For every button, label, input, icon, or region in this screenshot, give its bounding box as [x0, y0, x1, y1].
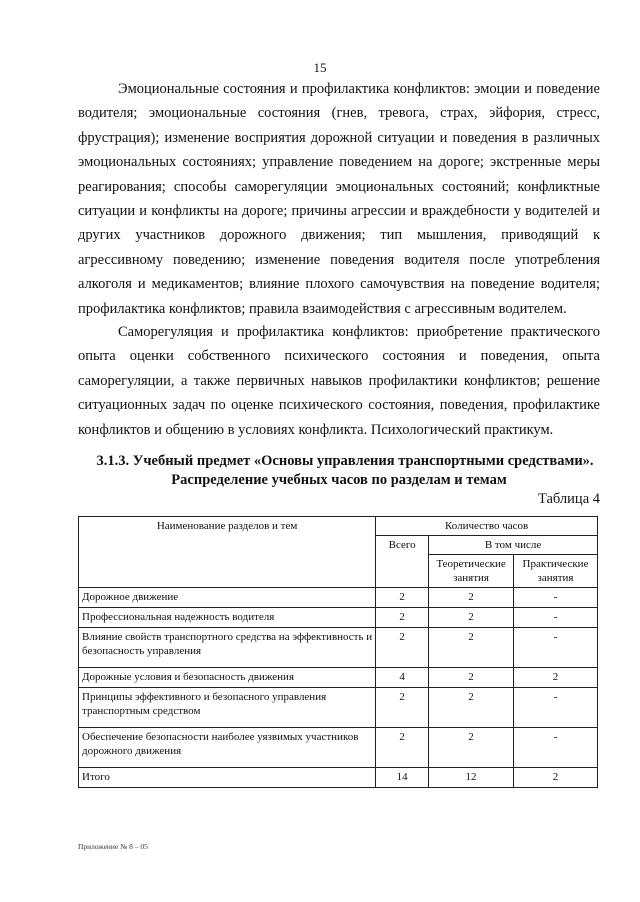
row-theory-cell: 12 [429, 768, 514, 788]
row-practice-cell: - [514, 688, 598, 728]
row-total-cell: 14 [376, 768, 429, 788]
row-theory-cell: 2 [429, 608, 514, 628]
table-body [79, 588, 598, 788]
row-practice-cell: 2 [514, 768, 598, 788]
header-theory: Теоретические занятия [429, 555, 514, 588]
row-name-cell: Профессиональная надежность водителя [79, 608, 376, 628]
header-name: Наименование разделов и тем [79, 517, 376, 588]
row-theory-cell: 2 [429, 728, 514, 768]
row-name-cell: Обеспечение безопасности наиболее уязвимых участников дорожного движения [79, 728, 376, 768]
row-practice-cell: - [514, 608, 598, 628]
row-theory-cell: 2 [429, 628, 514, 668]
row-name-cell: Дорожное движение [79, 588, 376, 608]
row-total-cell: 2 [376, 688, 429, 728]
table-row [79, 768, 598, 788]
table-row [79, 588, 598, 608]
row-total-cell: 2 [376, 608, 429, 628]
header-including: В том числе [429, 536, 598, 555]
page-number: 15 [313, 60, 327, 75]
row-total-cell: 4 [376, 668, 429, 688]
row-total-cell: 2 [376, 728, 429, 768]
paragraph-self-regulation: Саморегуляция и профилактика конфликтов: приобретение практического опыта оценки собственного психического состояния и поведения, опыта саморегуляции, а также первичных навыков профилактики конфликтов; решение ситуационных задач по оценке психического состояния, поведения, профилактике конфликтов и общению в условиях конфликта. Психологический практикум. [78, 324, 600, 438]
row-name-cell: Дорожные условия и безопасность движения [79, 668, 376, 688]
row-name-cell: Итого [79, 768, 376, 788]
table-row [79, 728, 598, 768]
header-practice: Практические занятия [514, 555, 598, 588]
row-total-cell: 2 [376, 628, 429, 668]
header-total: Всего [376, 536, 429, 588]
footer-note: Приложение № 8 – 05 [78, 842, 148, 851]
row-theory-cell: 2 [429, 588, 514, 608]
row-theory-cell: 2 [429, 668, 514, 688]
table-row [79, 628, 598, 668]
hours-table [78, 516, 598, 788]
row-total-cell: 2 [376, 588, 429, 608]
table-row [79, 668, 598, 688]
table-row [79, 608, 598, 628]
table-caption: Таблица 4 [537, 491, 600, 507]
row-theory-cell: 2 [429, 688, 514, 728]
row-practice-cell: - [514, 728, 598, 768]
row-practice-cell: - [514, 628, 598, 668]
row-name-cell: Влияние свойств транспортного средства на эффективность и безопасность управления [79, 628, 376, 668]
section-title: 3.1.3. Учебный предмет «Основы управления транспортными средствами». [96, 453, 594, 469]
row-practice-cell: 2 [514, 668, 598, 688]
row-name-cell: Принципы эффективного и безопасного управления транспортным средством [79, 688, 376, 728]
row-practice-cell: - [514, 588, 598, 608]
header-hours: Количество часов [376, 517, 598, 536]
section-subtitle: Распределение учебных часов по разделам и темам [171, 472, 507, 488]
paragraph-emotional-states: Эмоциональные состояния и профилактика конфликтов: эмоции и поведение водителя; эмоциональные состояния (гнев, тревога, страх, эйфория, стресс, фрустрация); изменение восприятия дорожной ситуации и поведения в различных эмоциональных состояниях; управление поведением на дороге; экстренные меры реагирования; способы саморегуляции эмоциональных состояний; конфликтные ситуации и конфликты на дороге; причины агрессии и враждебности у водителей и других участников дорожного движения; тип мышления, приводящий к агрессивному поведению; изменение поведения водителя после употребления алкоголя и медикаментов; влияние плохого самочувствия на поведение водителя; профилактика конфликтов; правила взаимодействия с агрессивным водителем. [78, 81, 600, 317]
table-row [79, 688, 598, 728]
